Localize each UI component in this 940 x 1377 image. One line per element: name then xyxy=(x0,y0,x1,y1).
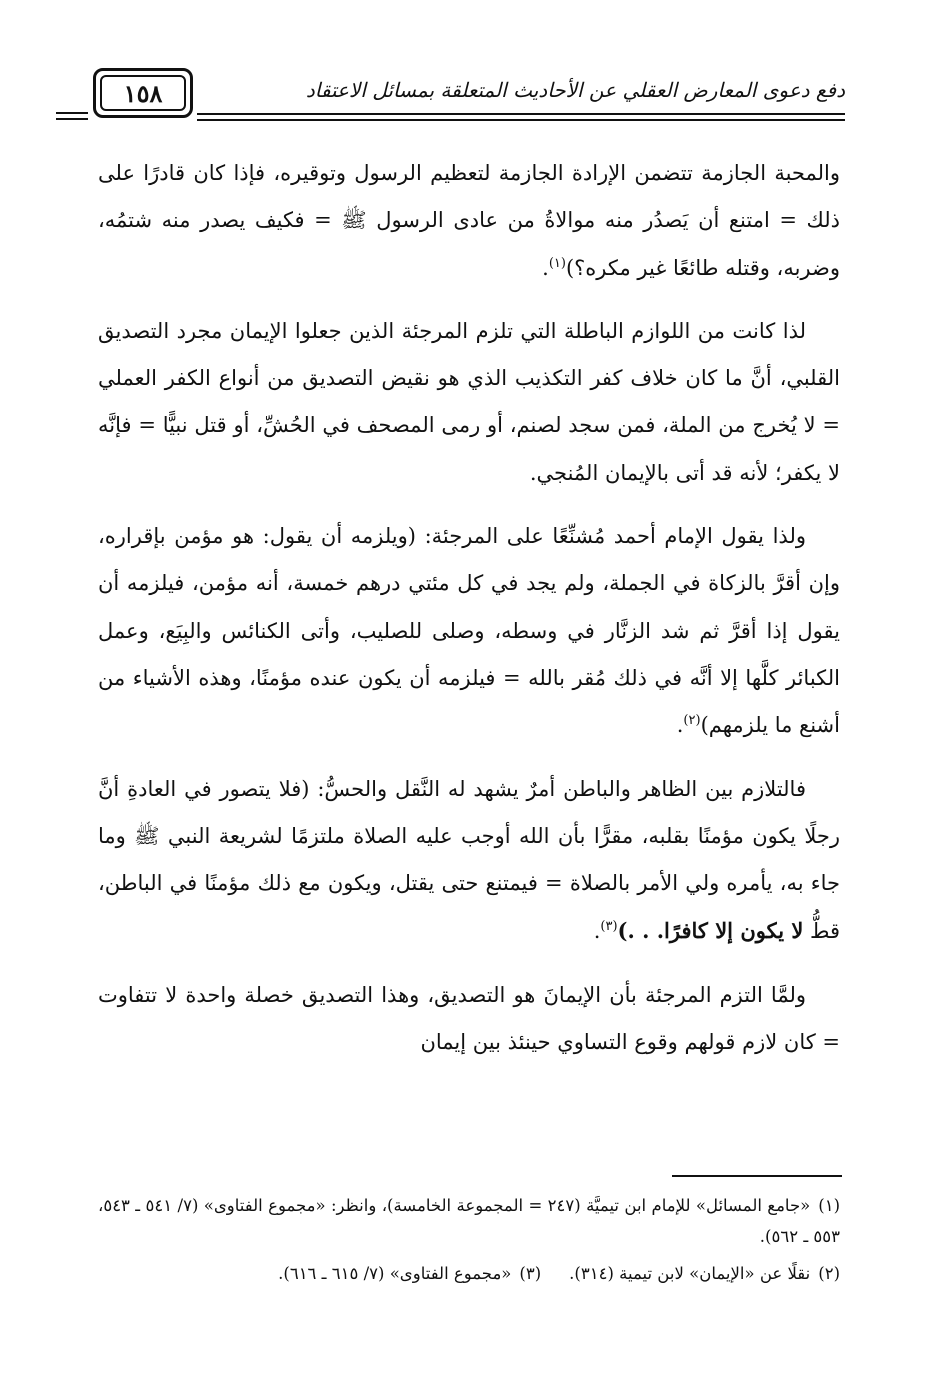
footnotes xyxy=(98,1190,840,1295)
page-number-frame xyxy=(93,68,193,118)
footnote-text: «جامع المسائل» للإمام ابن تيميَّة (٢٤٧ = المجموعة الخامسة)، وانظر: «مجموع الفتاوى» (٧/ ٥٤١ ـ ٥٤٣، ٥٥٣ ـ ٥٦٢). xyxy=(98,1196,840,1246)
footnote-1 xyxy=(98,1190,840,1252)
footnote-number: (١) xyxy=(818,1196,841,1215)
paragraph-4: فالتلازم بين الظاهر والباطن أمرٌ يشهد له النَّقل والحسُّ: (فلا يتصور في العادةِ أنَّ رجلًا يكون مؤمنًا بقلبه، مقرًّا بأن الله أوجب عليه الصلاة ملتزمًا لشريعة النبي ﷺ وما جاء به، يأمره ولي الأمر بالصلاة = فيمتنع حتى يقتل، ويكون مع ذلك مؤمنًا في الباطن، قطُّ لا يكون إلا كافرًا. . .)$^{(٣)}$. xyxy=(98,776,840,944)
footnote-2 xyxy=(569,1258,840,1289)
page-header xyxy=(90,68,845,130)
footnote-number: (٢) xyxy=(818,1264,840,1283)
paragraph-5: ولمَّا التزم المرجئة بأن الإيمانَ هو التصديق، وهذا التصديق خصلة واحدة لا تتفاوت = كان لازم قولهم وقوع التساوي حينئذ بين إيمان xyxy=(98,982,840,1055)
footnote-3 xyxy=(278,1258,541,1289)
footnote-row xyxy=(98,1258,840,1289)
footnote-text: «مجموع الفتاوى» (٧/ ٦١٥ ـ ٦١٦). xyxy=(278,1264,512,1283)
paragraph-1: والمحبة الجازمة تتضمن الإرادة الجازمة لتعظيم الرسول وتوقيره، فإذا كان قادرًا على ذلك = امتنع أن يَصدُر منه موالاةُ من عادى الرسول ﷺ = فكيف يصدر منه شتمُه، وضربه، وقتله طائعًا غير مكره؟)$^{(١)}$. xyxy=(98,161,840,280)
footnote-ref-3[interactable]: (٣) xyxy=(600,919,618,935)
footnote-text: نقلًا عن «الإيمان» لابن تيمية (٣١٤). xyxy=(569,1264,811,1283)
paragraph-2: لذا كانت من اللوازم الباطلة التي تلزم المرجئة الذين جعلوا الإيمان مجرد التصديق القلبي، أنَّ ما كان خلاف كفر التكذيب الذي هو نقيض التصديق من أنواع الكفر العملي = لا يُخرج من الملة، فمن سجد لصنم، أو رمى المصحف في الحُشِّ، أو قتل نبيًّا = فإنَّه لا يكفر؛ لأنه قد أتى بالإيمان المُنجي. xyxy=(98,318,840,485)
header-rule xyxy=(197,113,845,121)
page-number: ١٥٨ xyxy=(100,75,186,111)
running-title: دفع دعوى المعارض العقلي عن الأحاديث المتعلقة بمسائل الاعتقاد xyxy=(305,78,845,102)
footnote-number: (٣) xyxy=(519,1264,542,1283)
bold-phrase: لا يكون إلا كافرًا. . .) xyxy=(617,918,804,944)
footnote-separator xyxy=(672,1175,842,1177)
footnote-ref-2[interactable]: (٢) xyxy=(683,713,701,729)
main-text xyxy=(98,150,840,1082)
footnote-ref-1[interactable]: (١) xyxy=(548,255,566,271)
paragraph-3: ولذا يقول الإمام أحمد مُشنِّعًا على المرجئة: (ويلزمه أن يقول: هو مؤمن بإقراره، وإن أقرَّ بالزكاة في الجملة، ولم يجد في كل مئتي درهم خمسة، أنه مؤمن، فيلزمه أن يقول إذا أقرَّ ثم شد الزنَّار في وسطه، وصلى للصليب، وأتى الكنائس والبِيَع، وعمل الكبائر كلَّها إلا أنَّه في ذلك مُقر بالله = فيلزمه أن يكون عنده مؤمنًا، وهذه الأشياء من أشنع ما يلزمهم)$^{(٢)}$. xyxy=(98,524,840,738)
header-rule-left xyxy=(56,112,88,120)
